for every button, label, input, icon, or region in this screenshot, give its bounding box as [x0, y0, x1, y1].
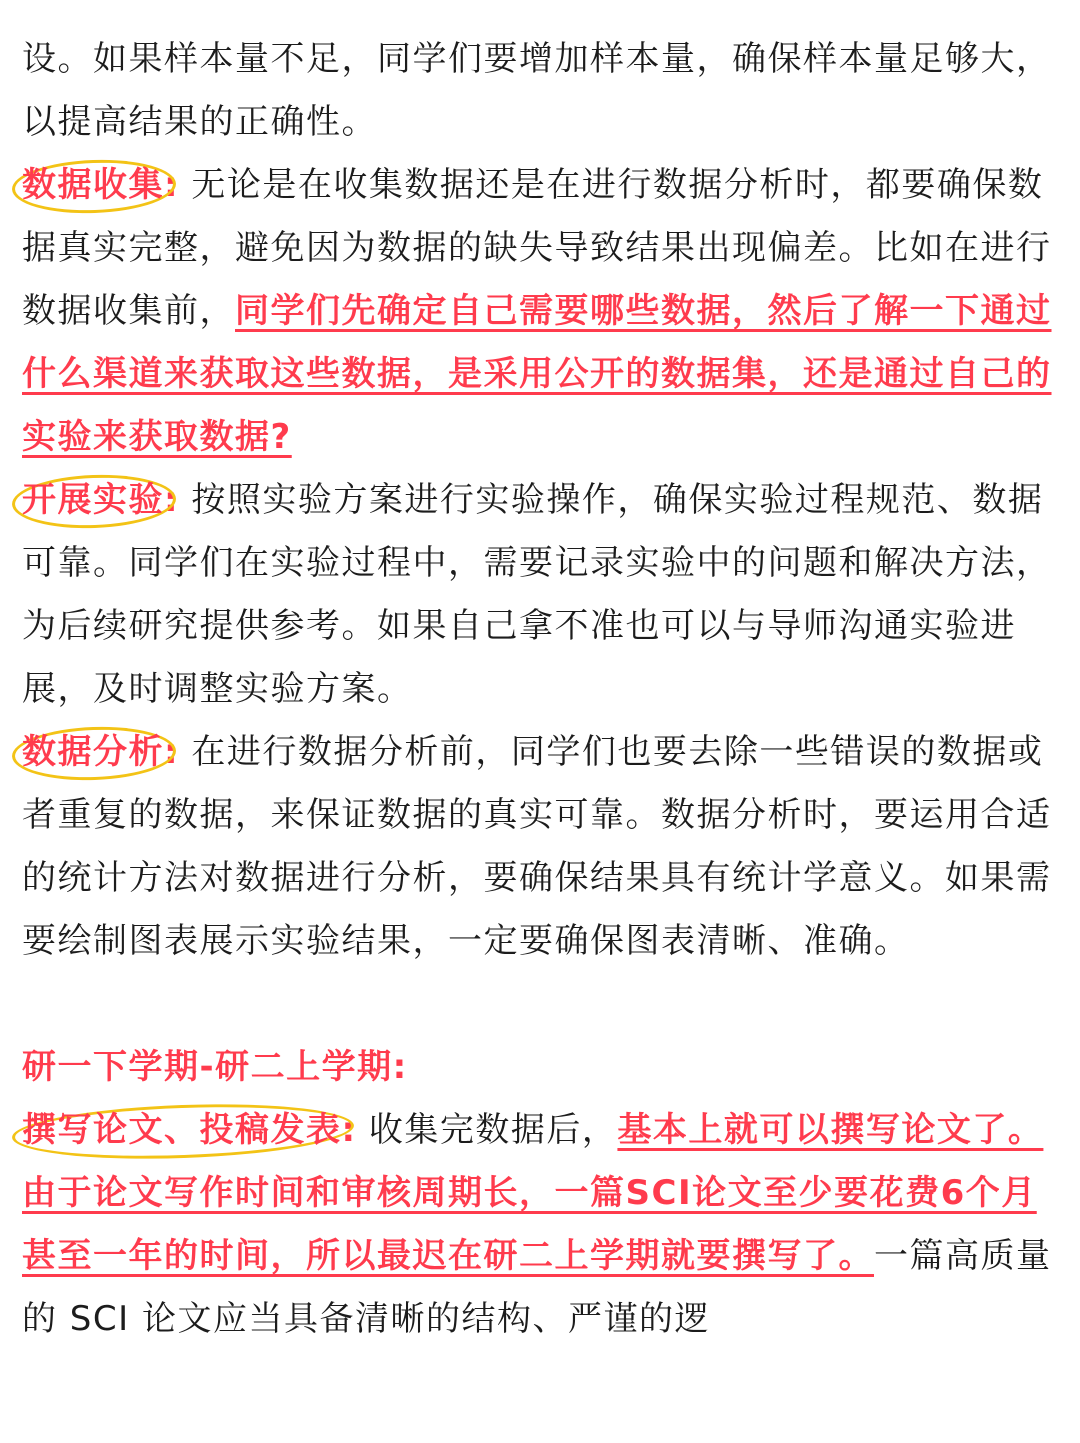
paragraph-text: 收集完数据后，	[368, 1110, 618, 1150]
article-body	[22, 0, 1062, 1351]
keyword-colon: :	[341, 1110, 357, 1150]
keyword-colon: :	[164, 732, 180, 772]
keyword-data-collection: 数据收集	[22, 154, 164, 217]
keyword-colon: :	[164, 480, 180, 520]
paragraph-data-collection	[22, 154, 1062, 469]
paragraph-text: 按照实验方案进行实验操作，确保实验过程规范、数据可靠。同学们在实验过程中，需要记录实验中的问题和解决方法，为后续研究提供参考。如果自己拿不准也可以与导师沟通实验进展，及时调整实验方案。	[22, 480, 1052, 709]
paragraph-writing-paper	[22, 1099, 1062, 1351]
paragraph-text: 设。如果样本量不足，同学们要增加样本量，确保样本量足够大，以提高结果的正确性。	[22, 39, 1052, 142]
blank-line	[22, 973, 1062, 1036]
paragraph-sample-size	[22, 0, 1062, 154]
section-heading	[22, 1036, 1062, 1099]
keyword-colon: :	[164, 165, 180, 205]
keyword-data-analysis: 数据分析	[22, 721, 164, 784]
section-title: 研一下学期-研二上学期:	[22, 1047, 408, 1087]
highlighted-text: 基本上就可以撰写论文了。由于论文写作时间和审核周期长，一篇SCI论文至少要花费6个月甚至一年的时间，所以最迟在研二上学期就要撰写了。	[22, 1110, 1044, 1276]
paragraph-data-analysis	[22, 721, 1062, 973]
keyword-writing-paper: 撰写论文、投稿发表	[22, 1099, 342, 1162]
paragraph-experiment	[22, 469, 1062, 721]
paragraph-text-tail: 一篇高质量的 SCI 论文应当具备清晰的结构、严谨的逻	[22, 1236, 1052, 1339]
paragraph-text: 在进行数据分析前，同学们也要去除一些错误的数据或者重复的数据，来保证数据的真实可靠。数据分析时，要运用合适的统计方法对数据进行分析，要确保结果具有统计学意义。如果需要绘制图表展示实验结果，一定要确保图表清晰、准确。	[22, 732, 1052, 961]
keyword-experiment: 开展实验	[22, 469, 164, 532]
highlighted-text: 同学们先确定自己需要哪些数据，然后了解一下通过什么渠道来获取这些数据，是采用公开的数据集，还是通过自己的实验来获取数据?	[22, 291, 1052, 457]
paragraph-text: 无论是在收集数据还是在进行数据分析时，都要确保数据真实完整，避免因为数据的缺失导致结果出现偏差。比如在进行数据收集前，	[22, 165, 1052, 331]
